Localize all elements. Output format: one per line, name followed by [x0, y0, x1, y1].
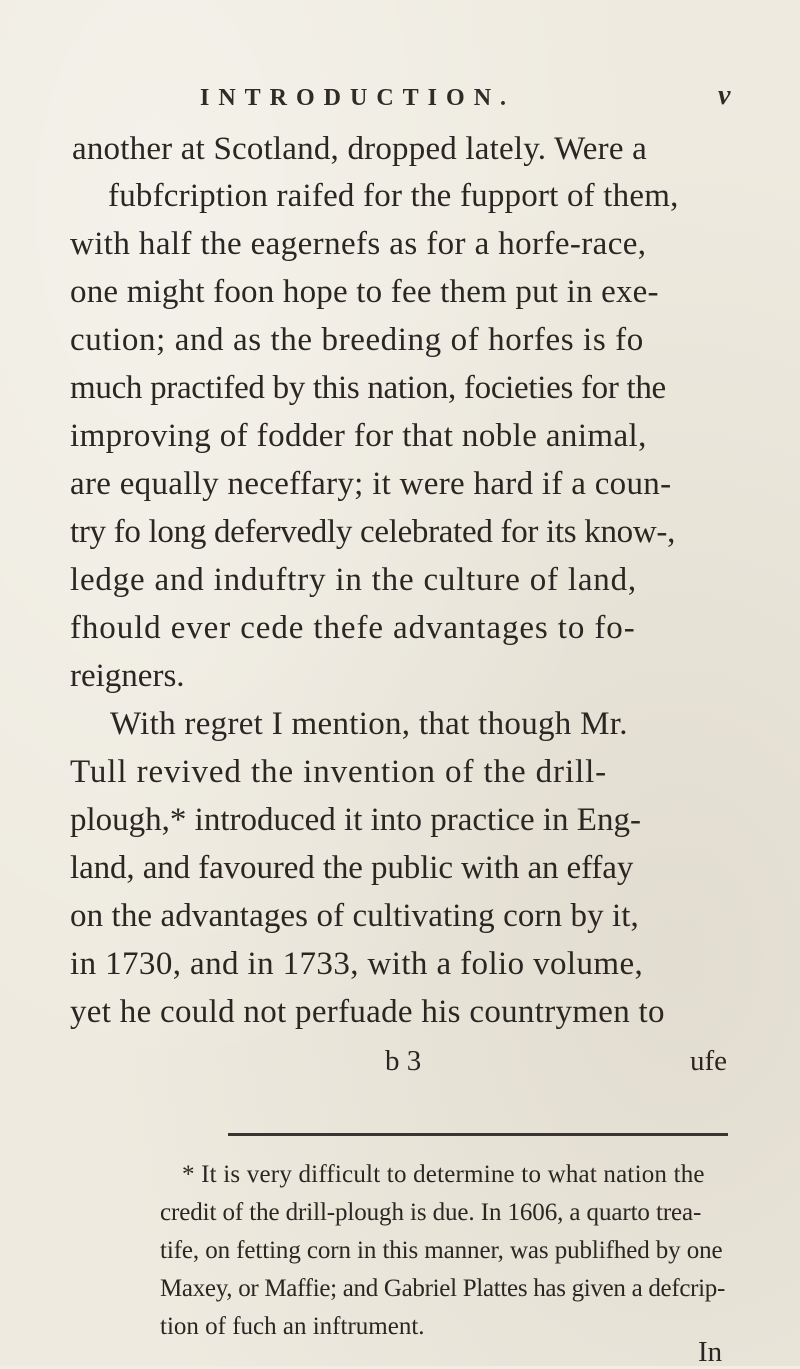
footnote-line: tife, on fetting corn in this manner, was publifhed by one [160, 1237, 723, 1264]
running-head: INTRODUCTION. [200, 85, 516, 111]
body-line: reigners. [70, 658, 185, 694]
footnote-rule [228, 1133, 728, 1136]
body-line: improving of fodder for that noble animal, [70, 418, 647, 454]
body-line: with half the eagernefs as for a horfe-race, [70, 226, 647, 262]
body-line: fubfcription raifed for the fupport of them, [108, 178, 679, 214]
footnote-catchword: In [698, 1336, 723, 1368]
body-line: one might foon hope to fee them put in exe- [70, 274, 659, 310]
body-line: ledge and induftry in the culture of land, [70, 562, 637, 598]
body-line: land, and favoured the public with an effay [70, 850, 634, 886]
body-line: in 1730, and in 1733, with a folio volume, [70, 946, 644, 982]
footnote-line: credit of the drill-plough is due. In 1606, a quarto trea- [160, 1199, 702, 1226]
footnote-line: tion of fuch an inftrument. [160, 1313, 425, 1340]
body-line: much practifed by this nation, focieties for the [70, 370, 666, 406]
body-line: are equally neceffary; it were hard if a coun- [70, 466, 672, 502]
body-line: plough,* introduced it into practice in Eng- [70, 802, 641, 838]
body-line: on the advantages of cultivating corn by it, [70, 898, 639, 934]
signature-mark: v [718, 80, 731, 111]
page-signature: b 3 [385, 1045, 422, 1077]
body-line: Tull revived the invention of the drill- [70, 754, 608, 790]
body-line: cution; and as the breeding of horfes is fo [70, 322, 644, 358]
footnote-line: * It is very difficult to determine to what nation the [182, 1161, 705, 1188]
body-line: yet he could not perfuade his countrymen to [70, 994, 665, 1030]
body-catchword: ufe [690, 1045, 728, 1077]
body-line: fhould ever cede thefe advantages to fo- [70, 610, 636, 646]
body-line: another at Scotland, dropped lately. Were a [72, 131, 647, 167]
body-line: With regret I mention, that though Mr. [110, 706, 628, 742]
footnote-line: Maxey, or Maffie; and Gabriel Plattes has given a defcrip- [160, 1275, 726, 1302]
body-line: try fo long defervedly celebrated for its know-, [70, 514, 676, 550]
